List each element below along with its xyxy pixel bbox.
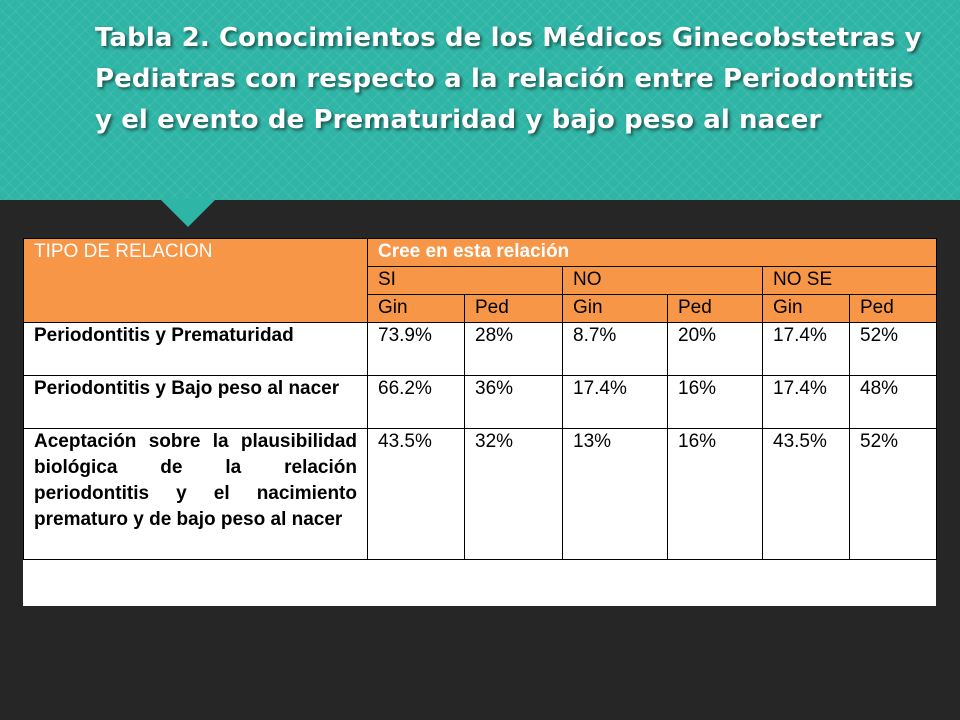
cell-value: 13%	[563, 429, 668, 560]
answer-header-si: SI	[368, 267, 563, 295]
cell-value: 43.5%	[368, 429, 465, 560]
cell-value: 16%	[668, 429, 763, 560]
cell-value: 28%	[465, 323, 563, 376]
table-row	[24, 429, 937, 560]
subheader-gin: Gin	[763, 295, 850, 323]
cell-value: 32%	[465, 429, 563, 560]
subheader-gin: Gin	[368, 295, 465, 323]
subheader-ped: Ped	[465, 295, 563, 323]
row-label: Periodontitis y Bajo peso al nacer	[24, 376, 368, 429]
corner-header: TIPO DE RELACION	[24, 239, 368, 323]
table-row	[24, 376, 937, 429]
cell-value: 36%	[465, 376, 563, 429]
banner-pointer	[160, 199, 216, 227]
cell-value: 17.4%	[563, 376, 668, 429]
cell-value: 66.2%	[368, 376, 465, 429]
cell-value: 52%	[850, 323, 937, 376]
row-label: Periodontitis y Prematuridad	[24, 323, 368, 376]
row-label: Aceptación sobre la plausibilidad biológica de la relación periodontitis y el nacimiento prematuro y de bajo peso al nacer	[24, 429, 368, 560]
subheader-gin: Gin	[563, 295, 668, 323]
group-header: Cree en esta relación	[368, 239, 937, 267]
cell-value: 17.4%	[763, 376, 850, 429]
subheader-ped: Ped	[850, 295, 937, 323]
cell-value: 73.9%	[368, 323, 465, 376]
table-container	[23, 238, 936, 606]
results-table	[23, 238, 937, 560]
cell-value: 48%	[850, 376, 937, 429]
cell-value: 43.5%	[763, 429, 850, 560]
cell-value: 16%	[668, 376, 763, 429]
table-row	[24, 323, 937, 376]
slide-title: Tabla 2. Conocimientos de los Médicos Ginecobstetras y Pediatras con respecto a la relación entre Periodontitis y el evento de Prematuridad y bajo peso al nacer	[95, 23, 922, 135]
cell-value: 52%	[850, 429, 937, 560]
title-banner	[0, 0, 960, 200]
cell-value: 17.4%	[763, 323, 850, 376]
answer-header-no: NO	[563, 267, 763, 295]
cell-value: 8.7%	[563, 323, 668, 376]
answer-header-nose: NO SE	[763, 267, 937, 295]
cell-value: 20%	[668, 323, 763, 376]
subheader-ped: Ped	[668, 295, 763, 323]
